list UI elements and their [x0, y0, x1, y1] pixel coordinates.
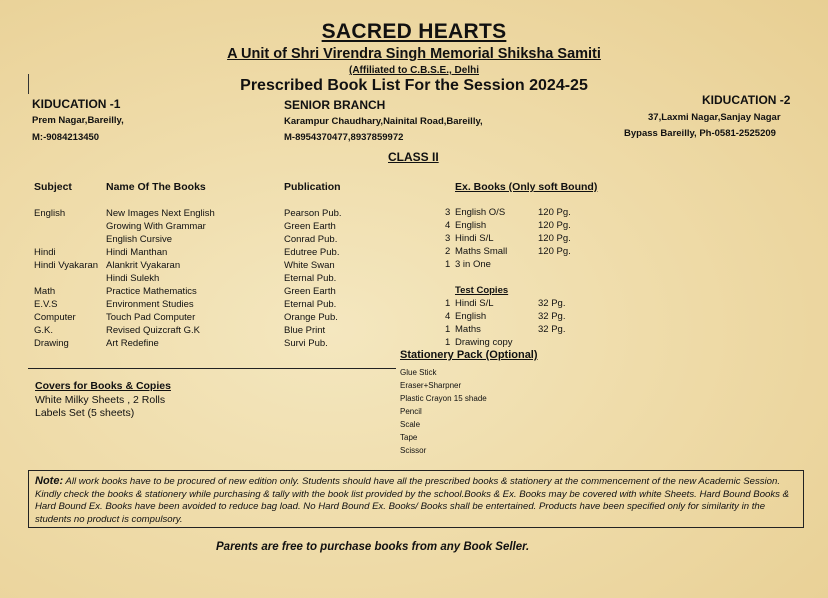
- row-subject: E.V.S: [34, 299, 58, 310]
- test-copy-pages: 32 Pg.: [538, 311, 566, 322]
- school-unit: A Unit of Shri Virendra Singh Memorial Shiksha Samiti: [227, 46, 601, 62]
- test-copy-item: Maths: [455, 324, 481, 335]
- stationery-item: Scissor: [400, 446, 427, 455]
- stationery-item: Tape: [400, 433, 418, 442]
- row-subject: Drawing: [34, 338, 69, 349]
- stationery-item: Glue Stick: [400, 368, 437, 377]
- row-publication: Green Earth: [284, 286, 336, 297]
- test-copy-item: Hindi S/L: [455, 298, 494, 309]
- stationery-item: Pencil: [400, 407, 422, 416]
- row-subject: Computer: [34, 312, 76, 323]
- test-copy-item: Drawing copy: [455, 337, 513, 348]
- row-publication: White Swan: [284, 260, 335, 271]
- row-subject: G.K.: [34, 325, 54, 336]
- ex-book-pages: 120 Pg.: [538, 246, 571, 257]
- covers-item: White Milky Sheets , 2 Rolls: [35, 394, 166, 406]
- row-subject: Hindi: [34, 247, 56, 258]
- branch-center-name: SENIOR BRANCH: [284, 98, 386, 112]
- stationery-item: Plastic Crayon 15 shade: [400, 394, 487, 403]
- branch-right-address: 37,Laxmi Nagar,Sanjay Nagar: [648, 112, 781, 123]
- ex-book-qty: 3: [445, 207, 451, 218]
- note-text: All work books have to be procured of new edition only. Students should have all the prescribed books & stationery at the commencement of the new Academic Session. Kindly check the books & stationery while purchasing & tally with the book list provided by the school.Books & Ex. Books may be covered with white Sheets. Hard Bound Books & Hard Bound Ex. Books have been avoided to reduce bag load. No Hard Bound Ex. Books/ Books shall be entertained. Products have been specified only for similarity in the students no product is compulsory.: [35, 476, 790, 525]
- test-copy-item: English: [455, 311, 487, 322]
- stationery-title: Stationery Pack (Optional): [400, 349, 538, 361]
- row-publication: Conrad Pub.: [284, 234, 338, 245]
- ex-book-pages: 120 Pg.: [538, 233, 571, 244]
- ex-book-item: English: [455, 220, 487, 231]
- ex-book-qty: 1: [445, 259, 451, 270]
- branch-right-name: KIDUCATION -2: [702, 93, 791, 107]
- header-book-name: Name Of The Books: [106, 181, 206, 193]
- section-divider: [28, 368, 396, 369]
- branch-right-phone: Bypass Bareilly, Ph-0581-2525209: [624, 128, 776, 139]
- row-publication: Orange Pub.: [284, 312, 338, 323]
- ex-book-pages: 120 Pg.: [538, 207, 571, 218]
- test-copy-qty: 4: [445, 311, 451, 322]
- test-copies-title: Test Copies: [455, 285, 509, 296]
- header-subject: Subject: [34, 181, 72, 193]
- session-title: Prescribed Book List For the Session 2024-25: [240, 77, 588, 94]
- row-book-name: Hindi Sulekh: [106, 273, 160, 284]
- ex-book-qty: 4: [445, 220, 451, 231]
- row-publication: Green Earth: [284, 221, 336, 232]
- test-copy-qty: 1: [445, 337, 451, 348]
- ex-book-item: Hindi S/L: [455, 233, 494, 244]
- branch-center-address: Karampur Chaudhary,Nainital Road,Bareilly,: [284, 116, 483, 127]
- row-book-name: Practice Mathematics: [106, 286, 197, 297]
- row-publication: Survi Pub.: [284, 338, 328, 349]
- covers-title: Covers for Books & Copies: [35, 380, 171, 392]
- note-label: Note:: [35, 475, 64, 487]
- ex-book-pages: 120 Pg.: [538, 220, 571, 231]
- row-publication: Blue Print: [284, 325, 326, 336]
- test-copy-pages: 32 Pg.: [538, 324, 566, 335]
- covers-item: Labels Set (5 sheets): [35, 407, 135, 419]
- row-book-name: Growing With Grammar: [106, 221, 206, 232]
- class-label: CLASS II: [388, 150, 439, 164]
- branch-center-phone: M-8954370477,8937859972: [284, 132, 404, 143]
- affiliation: (Affiliated to C.B.S.E., Delhi: [348, 65, 479, 76]
- ex-book-item: English O/S: [455, 207, 506, 218]
- footer-message: Parents are free to purchase books from any Book Seller.: [216, 541, 530, 553]
- row-subject: Math: [34, 286, 56, 297]
- row-book-name: Art Redefine: [106, 338, 159, 349]
- ex-book-item: Maths Small: [455, 246, 508, 257]
- header-ex-books: Ex. Books (Only soft Bound): [455, 181, 598, 193]
- row-book-name: Environment Studies: [106, 299, 194, 310]
- branch-left-address: Prem Nagar,Bareilly,: [32, 115, 124, 126]
- ex-book-qty: 2: [445, 246, 451, 257]
- header-publication: Publication: [284, 181, 341, 193]
- row-book-name: Revised Quizcraft G.K: [106, 325, 200, 336]
- row-book-name: Hindi Manthan: [106, 247, 168, 258]
- test-copy-qty: 1: [445, 298, 451, 309]
- test-copy-pages: 32 Pg.: [538, 298, 566, 309]
- ex-book-item: 3 in One: [455, 259, 491, 270]
- stationery-item: Eraser+Sharpner: [400, 381, 462, 390]
- row-publication: Pearson Pub.: [284, 208, 342, 219]
- note-box: [28, 470, 804, 528]
- stationery-item: Scale: [400, 420, 421, 429]
- row-book-name: English Cursive: [106, 234, 172, 245]
- row-book-name: Alankrit Vyakaran: [106, 260, 181, 271]
- row-subject: Hindi Vyakaran: [34, 260, 99, 271]
- branch-left-name: KIDUCATION -1: [32, 97, 121, 111]
- row-publication: Edutree Pub.: [284, 247, 340, 258]
- test-copy-qty: 1: [445, 324, 451, 335]
- row-book-name: Touch Pad Computer: [106, 312, 196, 323]
- row-publication: Eternal Pub.: [284, 299, 337, 310]
- row-book-name: New Images Next English: [106, 208, 215, 219]
- branch-left-phone: M:-9084213450: [32, 132, 100, 143]
- row-subject: English: [34, 208, 66, 219]
- ex-book-qty: 3: [445, 233, 451, 244]
- row-publication: Eternal Pub.: [284, 273, 337, 284]
- school-name: SACRED HEARTS: [321, 20, 507, 43]
